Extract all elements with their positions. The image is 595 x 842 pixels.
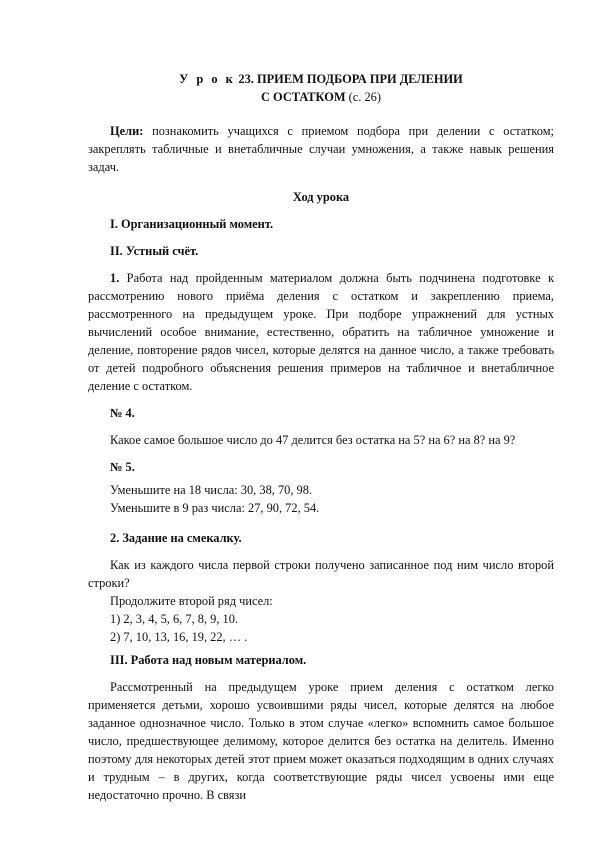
task-5-line-2: Уменьшите в 9 раз числа: 27, 90, 72, 54. bbox=[110, 501, 320, 515]
goals-text: познакомить учащихся с приемом подбора при делении с остатком; закреплять табличные и внетабличные случаи умножения, а также навык решения задач. bbox=[88, 124, 554, 174]
page-reference: (с. 26) bbox=[345, 90, 381, 104]
lesson-title-line-1 bbox=[88, 70, 554, 88]
item-1-number: 1. bbox=[110, 271, 120, 285]
lesson-title-text: 23. ПРИЕМ ПОДБОРА ПРИ ДЕЛЕНИИ bbox=[235, 72, 463, 86]
lesson-title-continuation: С ОСТАТКОМ bbox=[261, 90, 346, 104]
task-4-label: № 4. bbox=[110, 406, 135, 420]
section-new-material: III. Работа над новым материалом. bbox=[110, 653, 307, 667]
item-2-instruction: Продолжите второй ряд чисел: bbox=[110, 594, 273, 608]
item-2-row-1: 1) 2, 3, 4, 5, 6, 7, 8, 9, 10. bbox=[110, 612, 239, 626]
task-5-line-1: Уменьшите на 18 числа: 30, 38, 70, 98. bbox=[110, 483, 313, 497]
document-content bbox=[88, 70, 554, 804]
item-2-heading: 2. Задание на смекалку. bbox=[110, 531, 242, 545]
item-2-row-2: 2) 7, 10, 13, 16, 19, 22, … . bbox=[110, 630, 248, 644]
item-1-text: Работа над пройденным материалом должна быть подчинена подготовке к рассмотрению нового приёма деления с остатком и закреплению приема, рассмотренного на предыдущем уроке. При подборе упражнений для устных вычислений особое внимание, естественно, обратить на табличное умножение и деление, повторение рядов чисел, которые делятся на данное число, а также требовать от детей подробного объяснения решения примеров на табличное и внетабличное деление с остатком. bbox=[88, 271, 554, 393]
lesson-title-line-2 bbox=[88, 88, 554, 106]
item-2-question: Как из каждого числа первой строки получено записанное под ним число второй строки? bbox=[88, 558, 554, 590]
section-oral-counting: II. Устный счёт. bbox=[110, 244, 199, 258]
lesson-progress-heading: Ход урока bbox=[292, 190, 350, 204]
item-1-paragraph bbox=[88, 269, 554, 395]
section-new-material-text: Рассмотренный на предыдущем уроке прием деления с остатком легко применяется детьми, хорошо усвоившими ряды чисел, которые делятся на любое заданное однозначное число. Только в этом случае «легко» вспомнить самое большое число, предшествующее делимому, которое делится без остатка на делитель. Именно поэтому для некоторых детей этот прием может оказаться подходящим в одних случаях и трудным – в других, когда соответствующие ряды чисел усвоены ими еще недостаточно прочно. В связи bbox=[88, 680, 554, 802]
section-organizational-moment: I. Организационный момент. bbox=[110, 217, 274, 231]
goals-label: Цели: bbox=[110, 124, 144, 138]
lesson-prefix: У р о к bbox=[179, 72, 236, 86]
task-5-label: № 5. bbox=[110, 460, 135, 474]
goals-paragraph bbox=[88, 122, 554, 176]
task-4-text: Какое самое большое число до 47 делится без остатка на 5? на 6? на 8? на 9? bbox=[110, 433, 516, 447]
